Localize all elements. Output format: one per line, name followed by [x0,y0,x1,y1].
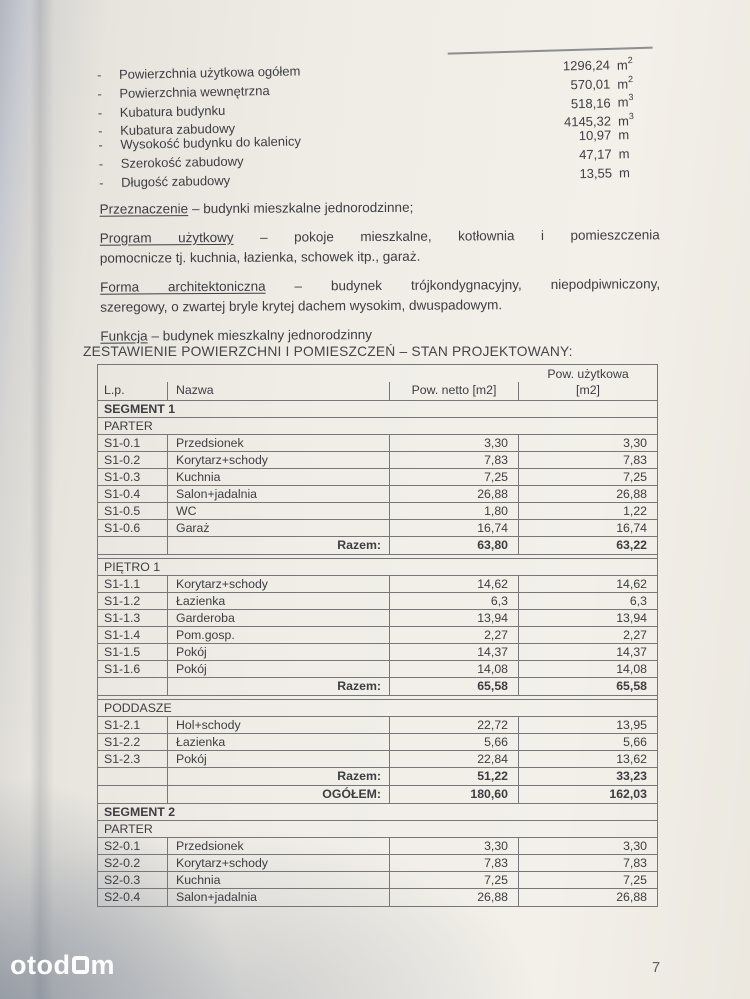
parameter-value: 4145,32 [563,113,612,130]
uzytkowa-cell: 13,95 [616,718,647,732]
lp-cell: S1-0.1 [98,435,168,451]
uzytkowa-cell: 5,66 [623,735,647,749]
uzytkowa-cell: 13,94 [616,611,647,625]
table-row [98,627,657,644]
table-section-row [98,559,657,576]
table-row [98,520,657,537]
table-row [98,855,657,872]
table-row [98,503,657,520]
total-lp-cell [98,678,168,695]
nazwa-cell: Korytarz+schody [168,452,390,468]
bullet-dash: - [98,156,104,172]
parameter-unit: m [618,127,630,143]
table-total-row [98,768,657,786]
col-header-uzytkowa-line1: Pow. użytkowa [547,367,629,381]
netto-cell: 2,27 [390,627,519,643]
paragraph-heading: Forma architektoniczna [100,278,266,295]
nazwa-cell: Salon+jadalnia [168,486,390,502]
bullet-dash: - [98,174,104,190]
netto-cell: 7,25 [390,872,519,888]
paragraph-heading: Przeznaczenie [99,201,189,217]
parameter-label: Wysokość budynku do kalenicy [120,133,302,153]
table-row [98,872,657,889]
netto-cell: 7,83 [390,855,519,871]
watermark-text-suffix: m [90,950,115,980]
parameter-value: 518,16 [570,95,611,111]
lp-cell: S1-1.3 [98,610,168,626]
nazwa-cell: Kuchnia [168,872,390,888]
table-row [98,889,657,906]
netto-cell: 14,37 [390,644,519,660]
paragraph-heading: Program użytkowy [99,229,234,246]
total-lp-cell [98,768,168,785]
netto-cell: 22,72 [390,717,519,733]
col-header-lp: L.p. [98,382,168,400]
lp-cell: S1-2.1 [98,717,168,733]
uzytkowa-cell: 14,08 [616,662,647,676]
netto-cell: 14,08 [390,661,519,677]
col-header-nazwa: Nazwa [168,382,390,400]
table-row [98,452,657,469]
nazwa-cell: Hol+schody [168,717,390,733]
lp-cell: S1-1.4 [98,627,168,643]
parameter-unit: $m^3$ [617,92,634,110]
total-netto-cell: 180,60 [390,786,519,803]
netto-cell: 22,84 [390,751,519,767]
section-label: PARTER [104,822,153,836]
section-label: PODDASZE [104,701,172,715]
uzytkowa-cell: 3,30 [623,839,647,853]
lp-cell: S1-0.4 [98,486,168,502]
uzytkowa-cell: 7,25 [623,873,647,887]
nazwa-cell: Łazienka [168,734,390,750]
section-label: PIĘTRO 1 [104,560,161,574]
table-section-row [98,821,657,838]
section-label: SEGMENT 2 [104,805,176,819]
lp-cell: S1-2.2 [98,734,168,750]
paragraph-line: Funkcja – budynek mieszkalny jednorodzinny [100,326,373,344]
total-netto-cell: 63,80 [390,537,519,554]
table-row [98,734,657,751]
nazwa-cell: Garderoba [168,610,390,626]
bullet-dash: - [96,67,102,83]
netto-cell: 13,94 [390,610,519,626]
section-label: SEGMENT 1 [104,402,176,416]
table-section-row [98,418,657,435]
table-total-row [98,678,657,696]
table-row [98,469,657,486]
lp-cell: S1-1.6 [98,661,168,677]
parameter-unit: m [618,146,630,162]
nazwa-cell: Pom.gosp. [168,627,390,643]
paragraph-line: pomocnicze tj. kuchnia, łazienka, schowek itp., garaż. [99,248,421,266]
lp-cell: S2-0.2 [98,855,168,871]
parameter-value: 47,17 [578,146,612,163]
uzytkowa-cell: 7,25 [623,470,647,484]
table-row [98,610,657,627]
col-header-uzytkowa [519,366,657,400]
total-uzytkowa-cell: 162,03 [609,787,647,801]
parameter-unit: $m^3$ [617,110,634,129]
uzytkowa-cell: 13,62 [616,752,647,766]
uzytkowa-cell: 7,83 [623,856,647,870]
parameter-label: Szerokość zabudowy [120,153,244,171]
col-header-netto: Pow. netto [m2] [390,382,519,400]
lp-cell: S1-1.2 [98,593,168,609]
netto-cell: 26,88 [390,486,519,502]
netto-cell: 6,3 [390,593,519,609]
parameter-value: 570,01 [570,76,611,93]
lp-cell: S1-1.1 [98,576,168,592]
lp-cell: S1-0.6 [98,520,168,536]
uzytkowa-cell: 16,74 [616,521,647,535]
table-title: ZESTAWIENIE POWIERZCHNI I POMIESZCZEŃ – STAN PROJEKTOWANY: [83,344,573,359]
paragraph [100,225,660,269]
unit-exponent: 3 [628,110,634,121]
table-section-row [98,700,657,717]
uzytkowa-cell: 26,88 [616,890,647,904]
parameter-unit: m [618,164,630,180]
paragraph [100,274,660,318]
table-total-row [98,786,657,804]
parameter-label: Kubatura budynku [119,102,226,120]
areas-table [97,364,658,907]
uzytkowa-cell: 7,83 [623,453,647,467]
paragraph-heading: Funkcja [100,327,148,344]
lp-cell: S1-2.3 [98,751,168,767]
lp-cell: S2-0.1 [98,838,168,854]
parameter-label: Powierzchnia wewnętrzna [119,82,270,101]
netto-cell: 7,25 [390,469,519,485]
unit-exponent: 2 [627,55,633,66]
netto-cell: 7,83 [390,452,519,468]
table-row [98,838,657,855]
parameter-unit: $m^2$ [616,55,633,73]
bullet-dash: - [97,123,103,139]
uzytkowa-cell: 2,27 [623,628,647,642]
paragraph-line: Przeznaczenie – budynki mieszkalne jednorodzinne; [99,199,414,217]
table-row [98,717,657,734]
page-number: 7 [652,960,661,976]
uzytkowa-cell: 14,37 [616,645,647,659]
table-row [98,593,657,610]
uzytkowa-cell: 1,22 [623,504,647,518]
table-header-row [98,365,657,401]
table-section-row [98,401,657,418]
table-row [98,644,657,661]
parameter-unit: $m^2$ [617,73,634,92]
netto-cell: 3,30 [390,838,519,854]
total-label-cell: Razem: [168,768,390,785]
uzytkowa-cell: 14,62 [616,577,647,591]
nazwa-cell: Pokój [168,644,390,660]
building-parameters-list [97,52,655,193]
lp-cell: S1-0.5 [98,503,168,519]
nazwa-cell: Korytarz+schody [168,855,390,871]
col-header-uzytkowa-line2: [m2] [576,383,600,397]
total-label-cell: OGÓŁEM: [168,786,390,803]
parameter-value: 13,55 [579,165,613,181]
unit-exponent: 2 [627,73,634,84]
bullet-dash: - [97,86,102,102]
nazwa-cell: Pokój [168,751,390,767]
parameter-label: Długość zabudowy [120,172,231,190]
total-lp-cell [98,786,168,803]
paragraph-line: Program użytkowy – pokoje mieszkalne, kotłownia i pomieszczenia [99,226,660,246]
table-row [98,661,657,678]
lp-cell: S1-0.3 [98,469,168,485]
table-row [98,435,657,452]
total-label-cell: Razem: [168,678,390,695]
bullet-dash: - [98,137,103,153]
nazwa-cell: Kuchnia [168,469,390,485]
uzytkowa-cell: 3,30 [623,436,647,450]
uzytkowa-cell: 6,3 [629,594,647,608]
lp-cell: S1-0.2 [98,452,168,468]
lp-cell: S2-0.3 [98,872,168,888]
bullet-dash: - [97,104,103,120]
lp-cell: S1-1.5 [98,644,168,660]
netto-cell: 3,30 [390,435,519,451]
total-label-cell: Razem: [168,537,390,554]
table-total-row [98,537,657,555]
parameter-value: 10,97 [578,127,612,144]
watermark-text-prefix: otod [10,950,71,980]
total-uzytkowa-cell: 33,23 [616,769,647,783]
netto-cell: 5,66 [390,734,519,750]
netto-cell: 14,62 [390,576,519,592]
total-lp-cell [98,537,168,554]
table-row [98,576,657,593]
nazwa-cell: Pokój [168,661,390,677]
nazwa-cell: Przedsionek [168,435,390,451]
paragraph [100,196,660,220]
netto-cell: 26,88 [390,889,519,906]
parameter-label: Powierzchnia użytkowa ogółem [118,63,301,83]
nazwa-cell: Łazienka [168,593,390,609]
paragraph-line: Forma architektoniczna – budynek trójkondygnacyjny, niepodpiwniczony, [100,275,661,295]
total-uzytkowa-cell: 65,58 [616,679,647,693]
parameter-label: Kubatura zabudowy [119,120,236,139]
nazwa-cell: Salon+jadalnia [168,889,390,906]
lp-cell: S2-0.4 [98,889,168,906]
section-label: PARTER [104,419,153,433]
otodom-watermark [10,950,115,981]
nazwa-cell: Korytarz+schody [168,576,390,592]
nazwa-cell: Garaż [168,520,390,536]
paragraph-line: szeregowy, o zwartej bryle krytej dachem wysokim, dwuspadowym. [100,297,503,315]
parameter-value: 1296,24 [562,57,611,74]
netto-cell: 1,80 [390,503,519,519]
table-section-row [98,804,657,821]
nazwa-cell: Przedsionek [168,838,390,854]
description-paragraphs [100,196,661,354]
unit-exponent: 3 [628,92,634,103]
netto-cell: 16,74 [390,520,519,536]
square-o-glyph [72,956,89,974]
nazwa-cell: WC [168,503,390,519]
total-uzytkowa-cell: 63,22 [616,538,647,552]
uzytkowa-cell: 26,88 [616,487,647,501]
table-row [98,751,657,768]
total-netto-cell: 65,58 [390,678,519,695]
total-netto-cell: 51,22 [390,768,519,785]
table-row [98,486,657,503]
